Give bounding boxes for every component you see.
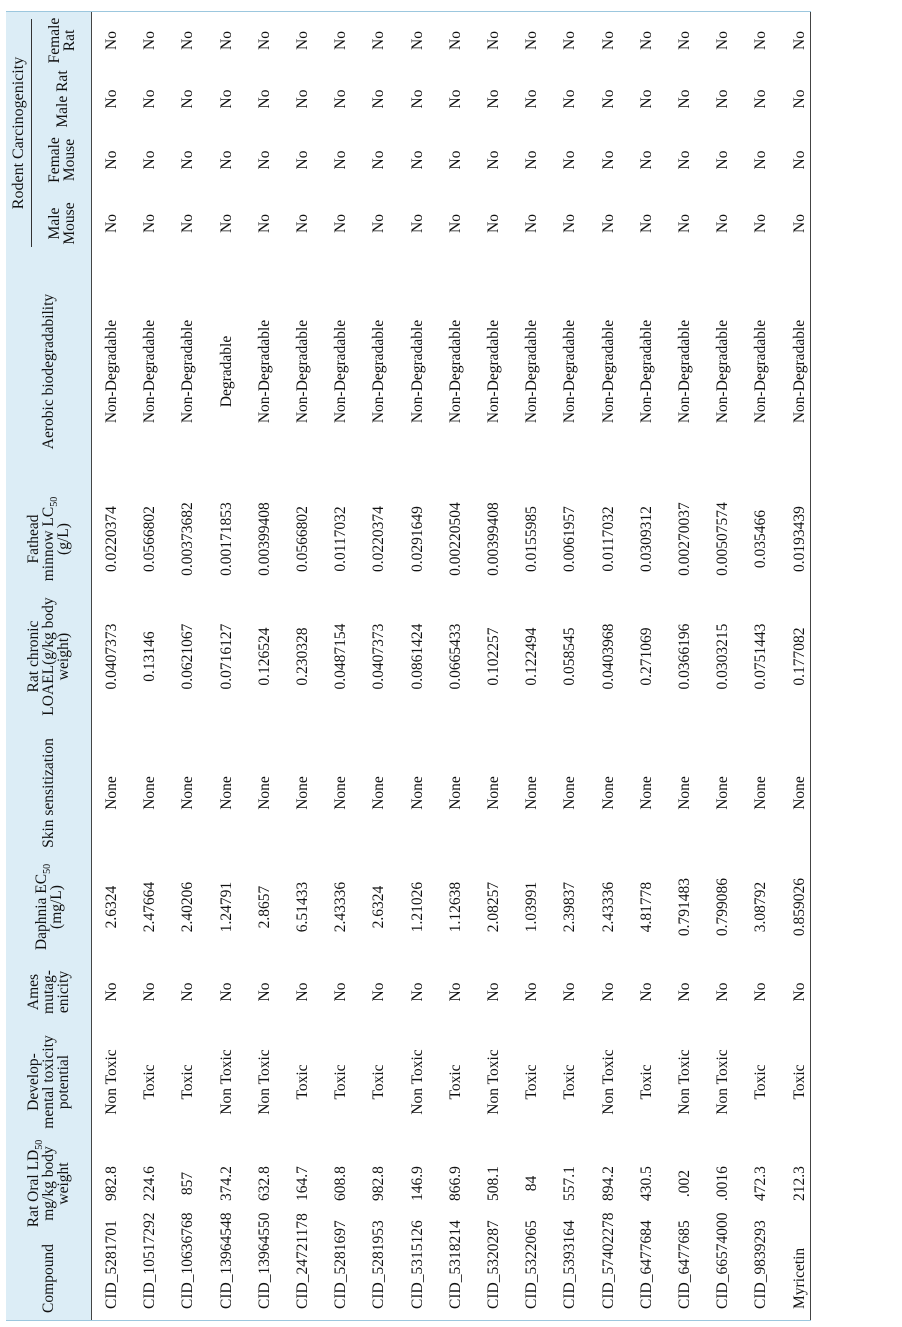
cell-developmental-toxicity: Non Toxic — [103, 1049, 120, 1115]
cell-aerobic: Non-Degradable — [637, 319, 655, 424]
cell-compound: CID_5315126 — [408, 1220, 426, 1309]
cell-female-mouse: No — [599, 150, 617, 170]
cell-female-rat: No — [141, 31, 159, 50]
header-developmental-toxicity: Develop-mental toxicity potential — [25, 1035, 72, 1129]
cell-ames: No — [179, 982, 197, 1002]
cell-male-mouse: No — [485, 214, 502, 233]
cell-ames: No — [446, 982, 464, 1002]
cell-compound: CID_5281697 — [332, 1220, 350, 1309]
cell-compound: CID_10517292 — [141, 1212, 159, 1309]
cell-ld50: 557.1 — [561, 1166, 579, 1201]
cell-male-rat: No — [141, 89, 159, 109]
cell-female-rat: No — [561, 31, 579, 50]
cell-female-rat: No — [408, 31, 426, 50]
cell-aerobic: Non-Degradable — [676, 319, 693, 424]
cell-daphnia: 2.08257 — [485, 881, 502, 933]
cell-developmental-toxicity: Non Toxic — [714, 1049, 732, 1115]
cell-developmental-toxicity: Toxic — [294, 1064, 311, 1100]
table-row — [513, 11, 551, 1321]
cell-developmental-toxicity: Toxic — [790, 1064, 808, 1100]
cell-female-rat: No — [790, 31, 808, 50]
cell-compound: CID_5318214 — [446, 1220, 464, 1309]
ld50-label: Rat Oral LD — [25, 1149, 42, 1228]
cell-loael: 0.0716127 — [217, 623, 235, 690]
table-row — [208, 11, 246, 1321]
cell-female-rat: No — [523, 31, 541, 50]
cell-daphnia: 4.81778 — [637, 881, 655, 933]
cell-fathead: 0.00270037 — [676, 502, 693, 576]
cell-loael: 0.230328 — [294, 627, 311, 686]
cell-ld50: 982.8 — [103, 1166, 120, 1201]
cell-aerobic: Non-Degradable — [599, 319, 617, 424]
cell-ld50: 472.3 — [752, 1166, 770, 1201]
cell-ames: No — [561, 982, 579, 1002]
fathead-subscript: 50 — [49, 496, 61, 507]
cell-aerobic: Degradable — [217, 335, 235, 408]
cell-skin-sensitization: None — [485, 776, 502, 810]
cell-ld50: 430.5 — [637, 1166, 655, 1201]
cell-compound: CID_5320287 — [485, 1220, 502, 1309]
cell-ld50: .0016 — [714, 1166, 732, 1201]
header-ames: Ames mutag-enicity — [25, 970, 72, 1014]
cell-developmental-toxicity: Toxic — [523, 1064, 541, 1100]
cell-male-rat: No — [408, 89, 426, 109]
cell-ld50: 508.1 — [485, 1166, 502, 1201]
cell-ld50: 866.9 — [446, 1166, 464, 1201]
cell-compound: CID_6477685 — [676, 1220, 693, 1309]
cell-developmental-toxicity: Toxic — [752, 1064, 770, 1100]
cell-loael: 0.13146 — [141, 631, 159, 682]
cell-male-mouse: No — [446, 214, 464, 233]
cell-female-mouse: No — [485, 150, 502, 170]
header-rat-chronic-loael: Rat chronic LOAEL(g/kg body weight) — [25, 597, 72, 716]
table-row — [437, 11, 475, 1321]
cell-ld50: 374.2 — [217, 1166, 235, 1201]
cell-male-mouse: No — [332, 214, 350, 233]
cell-skin-sensitization: None — [790, 776, 808, 810]
cell-loael: 0.0665433 — [446, 623, 464, 690]
cell-developmental-toxicity: Toxic — [561, 1064, 579, 1100]
cell-female-mouse: No — [141, 150, 159, 170]
cell-developmental-toxicity: Toxic — [179, 1064, 197, 1100]
table-row — [169, 11, 207, 1321]
table-end-rule — [810, 11, 811, 1321]
cell-fathead: 0.0117032 — [332, 506, 350, 572]
cell-male-mouse: No — [370, 214, 388, 233]
header-fathead-minnow — [6, 488, 91, 590]
cell-compound: CID_5281701 — [103, 1220, 120, 1309]
header-male-mouse: Male Mouse — [46, 202, 78, 245]
fathead-label: Fathead minnow LC — [25, 506, 57, 582]
cell-male-rat: No — [370, 89, 388, 109]
cell-female-rat: No — [332, 31, 350, 50]
cell-loael: 0.0407373 — [370, 623, 388, 690]
cell-male-mouse: No — [637, 214, 655, 233]
cell-fathead: 0.0117032 — [599, 506, 617, 572]
daphnia-label: Daphnia EC — [32, 873, 50, 951]
cell-daphnia: 0.799086 — [714, 877, 732, 937]
cell-female-mouse: No — [561, 150, 579, 170]
cell-skin-sensitization: None — [294, 776, 311, 810]
cell-fathead: 0.0193439 — [790, 506, 808, 572]
cell-female-rat: No — [217, 31, 235, 50]
cell-female-rat: No — [446, 31, 464, 50]
cell-male-mouse: No — [790, 214, 808, 233]
cell-fathead: 0.0061957 — [561, 506, 579, 572]
cell-female-mouse: No — [752, 150, 770, 170]
cell-fathead: 0.035466 — [752, 509, 770, 569]
cell-female-rat: No — [599, 31, 617, 50]
cell-ames: No — [103, 982, 120, 1002]
cell-ames: No — [637, 982, 655, 1002]
cell-daphnia: 2.40206 — [179, 881, 197, 933]
cell-female-rat: No — [255, 31, 273, 50]
table-row — [131, 11, 169, 1321]
cell-skin-sensitization: None — [141, 776, 159, 810]
cell-male-rat: No — [637, 89, 655, 109]
cell-ames: No — [676, 982, 693, 1002]
cell-daphnia: 2.43336 — [332, 881, 350, 933]
cell-aerobic: Non-Degradable — [714, 319, 732, 424]
cell-male-mouse: No — [523, 214, 541, 233]
cell-daphnia: 1.21026 — [408, 881, 426, 933]
cell-loael: 0.102257 — [485, 627, 502, 686]
group-header-title: Rodent Carcinogenicity — [10, 56, 27, 210]
cell-female-mouse: No — [255, 150, 273, 170]
cell-female-mouse: No — [637, 150, 655, 170]
cell-fathead: 0.0155985 — [523, 506, 541, 572]
cell-fathead: 0.0220374 — [103, 506, 120, 572]
cell-skin-sensitization: None — [103, 776, 120, 810]
cell-male-rat: No — [103, 89, 120, 109]
cell-ames: No — [332, 982, 350, 1002]
cell-skin-sensitization: None — [523, 776, 541, 810]
table-row — [475, 11, 513, 1321]
cell-loael: 0.126524 — [255, 627, 273, 686]
toxicity-table — [6, 11, 811, 1321]
cell-female-mouse: No — [179, 150, 197, 170]
cell-male-mouse: No — [676, 214, 693, 233]
cell-female-mouse: No — [294, 150, 311, 170]
table-row — [628, 11, 666, 1321]
cell-female-mouse: No — [217, 150, 235, 170]
cell-aerobic: Non-Degradable — [408, 319, 426, 424]
cell-male-rat: No — [523, 89, 541, 109]
header-rule — [91, 11, 92, 1321]
cell-fathead: 0.00171853 — [217, 502, 235, 576]
cell-developmental-toxicity: Non Toxic — [485, 1049, 502, 1115]
cell-female-rat: No — [103, 31, 120, 50]
cell-female-mouse: No — [446, 150, 464, 170]
cell-ames: No — [294, 982, 311, 1002]
cell-ames: No — [370, 982, 388, 1002]
cell-ames: No — [217, 982, 235, 1002]
cell-developmental-toxicity: Non Toxic — [408, 1049, 426, 1115]
cell-aerobic: Non-Degradable — [523, 319, 541, 424]
cell-skin-sensitization: None — [255, 776, 273, 810]
cell-male-mouse: No — [217, 214, 235, 233]
cell-loael: 0.0621067 — [179, 623, 197, 690]
cell-skin-sensitization: None — [714, 776, 732, 810]
cell-ld50: 894.2 — [599, 1166, 617, 1201]
cell-male-rat: No — [294, 89, 311, 109]
cell-fathead: 0.00373682 — [179, 502, 197, 576]
cell-daphnia: 2.6324 — [103, 885, 120, 929]
table-row — [666, 11, 704, 1321]
cell-aerobic: Non-Degradable — [561, 319, 579, 424]
cell-developmental-toxicity: Non Toxic — [255, 1049, 273, 1115]
table-row — [704, 11, 742, 1321]
daphnia-unit: (mg/L) — [47, 885, 65, 929]
cell-ld50: 857 — [179, 1171, 197, 1196]
cell-skin-sensitization: None — [752, 776, 770, 810]
cell-loael: 0.122494 — [523, 627, 541, 686]
cell-developmental-toxicity: Toxic — [332, 1064, 350, 1100]
cell-aerobic: Non-Degradable — [141, 319, 159, 424]
cell-female-mouse: No — [676, 150, 693, 170]
cell-fathead: 0.00399408 — [485, 502, 502, 576]
cell-skin-sensitization: None — [676, 776, 693, 810]
cell-ld50: 608.8 — [332, 1166, 350, 1201]
cell-female-mouse: No — [408, 150, 426, 170]
cell-male-mouse: No — [255, 214, 273, 233]
cell-male-rat: No — [599, 89, 617, 109]
cell-male-rat: No — [179, 89, 197, 109]
cell-ld50: 164.7 — [294, 1166, 311, 1201]
cell-compound: CID_6477684 — [637, 1220, 655, 1309]
cell-skin-sensitization: None — [217, 776, 235, 810]
cell-female-mouse: No — [370, 150, 388, 170]
cell-fathead: 0.0309312 — [637, 506, 655, 572]
cell-compound: CID_24721178 — [294, 1213, 311, 1309]
cell-ames: No — [255, 982, 273, 1002]
cell-male-mouse: No — [103, 214, 120, 233]
cell-loael: 0.177082 — [790, 627, 808, 686]
cell-male-mouse: No — [141, 214, 159, 233]
cell-developmental-toxicity: Non Toxic — [599, 1049, 617, 1115]
header-compound: Compound — [40, 1244, 57, 1313]
cell-loael: 0.0366196 — [676, 623, 693, 690]
cell-male-rat: No — [446, 89, 464, 109]
cell-male-rat: No — [217, 89, 235, 109]
cell-ld50: 212.3 — [790, 1166, 808, 1201]
cell-skin-sensitization: None — [446, 776, 464, 810]
cell-compound: CID_10636768 — [179, 1212, 197, 1309]
cell-fathead: 0.00399408 — [255, 502, 273, 576]
cell-male-rat: No — [255, 89, 273, 109]
cell-female-rat: No — [179, 31, 197, 50]
cell-ames: No — [141, 982, 159, 1002]
cell-compound: CID_13964548 — [217, 1212, 235, 1309]
cell-fathead: 0.00507574 — [714, 502, 732, 576]
table-row — [93, 11, 131, 1321]
cell-female-rat: No — [714, 31, 732, 50]
table-row — [246, 11, 284, 1321]
cell-ames: No — [599, 982, 617, 1002]
table-row — [284, 11, 322, 1321]
cell-female-rat: No — [370, 31, 388, 50]
cell-daphnia: 1.12638 — [446, 881, 464, 933]
cell-developmental-toxicity: Toxic — [637, 1064, 655, 1100]
cell-male-rat: No — [332, 89, 350, 109]
cell-skin-sensitization: None — [332, 776, 350, 810]
cell-developmental-toxicity: Non Toxic — [676, 1049, 693, 1115]
cell-developmental-toxicity: Toxic — [370, 1064, 388, 1100]
cell-male-rat: No — [714, 89, 732, 109]
cell-compound: Myricetin — [790, 1247, 808, 1309]
cell-female-rat: No — [676, 31, 693, 50]
cell-aerobic: Non-Degradable — [332, 319, 350, 424]
cell-ld50: 84 — [523, 1175, 541, 1192]
cell-female-mouse: No — [790, 150, 808, 170]
header-male-rat: Male Rat — [53, 70, 71, 128]
cell-fathead: 0.0566802 — [141, 506, 159, 572]
cell-daphnia: 2.8657 — [255, 885, 273, 929]
cell-developmental-toxicity: Toxic — [141, 1064, 159, 1100]
cell-ld50: .002 — [676, 1169, 693, 1198]
cell-fathead: 0.0220374 — [370, 506, 388, 572]
cell-male-mouse: No — [752, 214, 770, 233]
header-skin-sensitization: Skin sensitization — [40, 738, 57, 848]
cell-ames: No — [523, 982, 541, 1002]
table-row — [551, 11, 589, 1321]
cell-male-mouse: No — [561, 214, 579, 233]
header-daphnia — [6, 863, 91, 951]
cell-ames: No — [714, 982, 732, 1002]
cell-aerobic: Non-Degradable — [255, 319, 273, 424]
cell-developmental-toxicity: Non Toxic — [217, 1049, 235, 1115]
ld50-subscript: 50 — [34, 1139, 46, 1150]
cell-compound: CID_9839293 — [752, 1220, 770, 1309]
daphnia-subscript: 50 — [41, 863, 53, 874]
header-female-rat: Female Rat — [46, 17, 78, 64]
table-header — [6, 11, 91, 1321]
cell-compound: CID_5322065 — [523, 1220, 541, 1309]
cell-loael: 0.0403968 — [599, 623, 617, 690]
table-row — [742, 11, 780, 1321]
cell-aerobic: Non-Degradable — [446, 319, 464, 424]
cell-fathead: 0.0291649 — [408, 506, 426, 572]
cell-male-rat: No — [676, 89, 693, 109]
cell-ames: No — [408, 982, 426, 1002]
cell-female-rat: No — [637, 31, 655, 50]
cell-daphnia: 0.859026 — [790, 877, 808, 937]
cell-daphnia: 2.43336 — [599, 881, 617, 933]
cell-aerobic: Non-Degradable — [790, 319, 808, 424]
cell-loael: 0.058545 — [561, 627, 579, 686]
cell-male-rat: No — [561, 89, 579, 109]
table-row — [399, 11, 437, 1321]
cell-skin-sensitization: None — [408, 776, 426, 810]
cell-female-mouse: No — [523, 150, 541, 170]
cell-ld50: 632.8 — [255, 1166, 273, 1201]
cell-loael: 0.0861424 — [408, 623, 426, 690]
table-row — [322, 11, 360, 1321]
fathead-unit: (g/L) — [55, 523, 72, 555]
cell-female-mouse: No — [332, 150, 350, 170]
cell-ames: No — [485, 982, 502, 1002]
table-row — [590, 11, 628, 1321]
cell-daphnia: 2.47664 — [141, 881, 159, 933]
cell-compound: CID_5393164 — [561, 1220, 579, 1309]
cell-loael: 0.0487154 — [332, 623, 350, 690]
cell-ld50: 982.8 — [370, 1166, 388, 1201]
cell-male-mouse: No — [294, 214, 311, 233]
cell-daphnia: 1.24791 — [217, 881, 235, 933]
cell-ld50: 224.6 — [141, 1166, 159, 1201]
cell-skin-sensitization: None — [637, 776, 655, 810]
cell-loael: 0.0407373 — [103, 623, 120, 690]
cell-ames: No — [790, 982, 808, 1002]
cell-daphnia: 0.791483 — [676, 877, 693, 937]
cell-aerobic: Non-Degradable — [294, 319, 311, 424]
cell-male-mouse: No — [599, 214, 617, 233]
cell-fathead: 0.00220504 — [446, 502, 464, 576]
cell-daphnia: 1.03991 — [523, 881, 541, 933]
cell-daphnia: 3.08792 — [752, 881, 770, 933]
ld50-unit: mg/kg body weight — [40, 1146, 72, 1221]
cell-aerobic: Non-Degradable — [485, 319, 502, 424]
cell-skin-sensitization: None — [561, 776, 579, 810]
cell-male-mouse: No — [408, 214, 426, 233]
cell-aerobic: Non-Degradable — [752, 319, 770, 424]
cell-fathead: 0.0566802 — [294, 506, 311, 572]
cell-skin-sensitization: None — [370, 776, 388, 810]
cell-female-rat: No — [752, 31, 770, 50]
table-row — [360, 11, 398, 1321]
cell-compound: CID_13964550 — [255, 1212, 273, 1309]
cell-daphnia: 2.39837 — [561, 881, 579, 933]
cell-aerobic: Non-Degradable — [370, 319, 388, 424]
header-female-mouse: Female Mouse — [46, 137, 78, 183]
cell-female-rat: No — [485, 31, 502, 50]
cell-male-mouse: No — [714, 214, 732, 233]
cell-developmental-toxicity: Toxic — [446, 1064, 464, 1100]
cell-compound: CID_5281953 — [370, 1220, 388, 1309]
cell-ld50: 146.9 — [408, 1166, 426, 1201]
cell-daphnia: 6.51433 — [294, 881, 311, 933]
cell-male-rat: No — [485, 89, 502, 109]
cell-aerobic: Non-Degradable — [103, 319, 120, 424]
cell-loael: 0.0303215 — [714, 623, 732, 690]
cell-compound: CID_66574000 — [714, 1212, 732, 1309]
cell-male-mouse: No — [179, 214, 197, 233]
cell-loael: 0.0751443 — [752, 623, 770, 690]
group-header-rule — [31, 19, 32, 247]
header-aerobic-biodegradability: Aerobic biodegradability — [40, 293, 57, 450]
cell-daphnia: 2.6324 — [370, 885, 388, 929]
cell-skin-sensitization: None — [179, 776, 197, 810]
cell-male-rat: No — [752, 89, 770, 109]
cell-female-rat: No — [294, 31, 311, 50]
table-row — [781, 11, 819, 1321]
cell-aerobic: Non-Degradable — [179, 319, 197, 424]
cell-ames: No — [752, 982, 770, 1002]
cell-female-mouse: No — [714, 150, 732, 170]
cell-compound: CID_57402278 — [599, 1212, 617, 1309]
cell-skin-sensitization: None — [599, 776, 617, 810]
cell-female-mouse: No — [103, 150, 120, 170]
cell-loael: 0.271069 — [637, 627, 655, 686]
cell-male-rat: No — [790, 89, 808, 109]
header-ld50 — [6, 1131, 91, 1236]
